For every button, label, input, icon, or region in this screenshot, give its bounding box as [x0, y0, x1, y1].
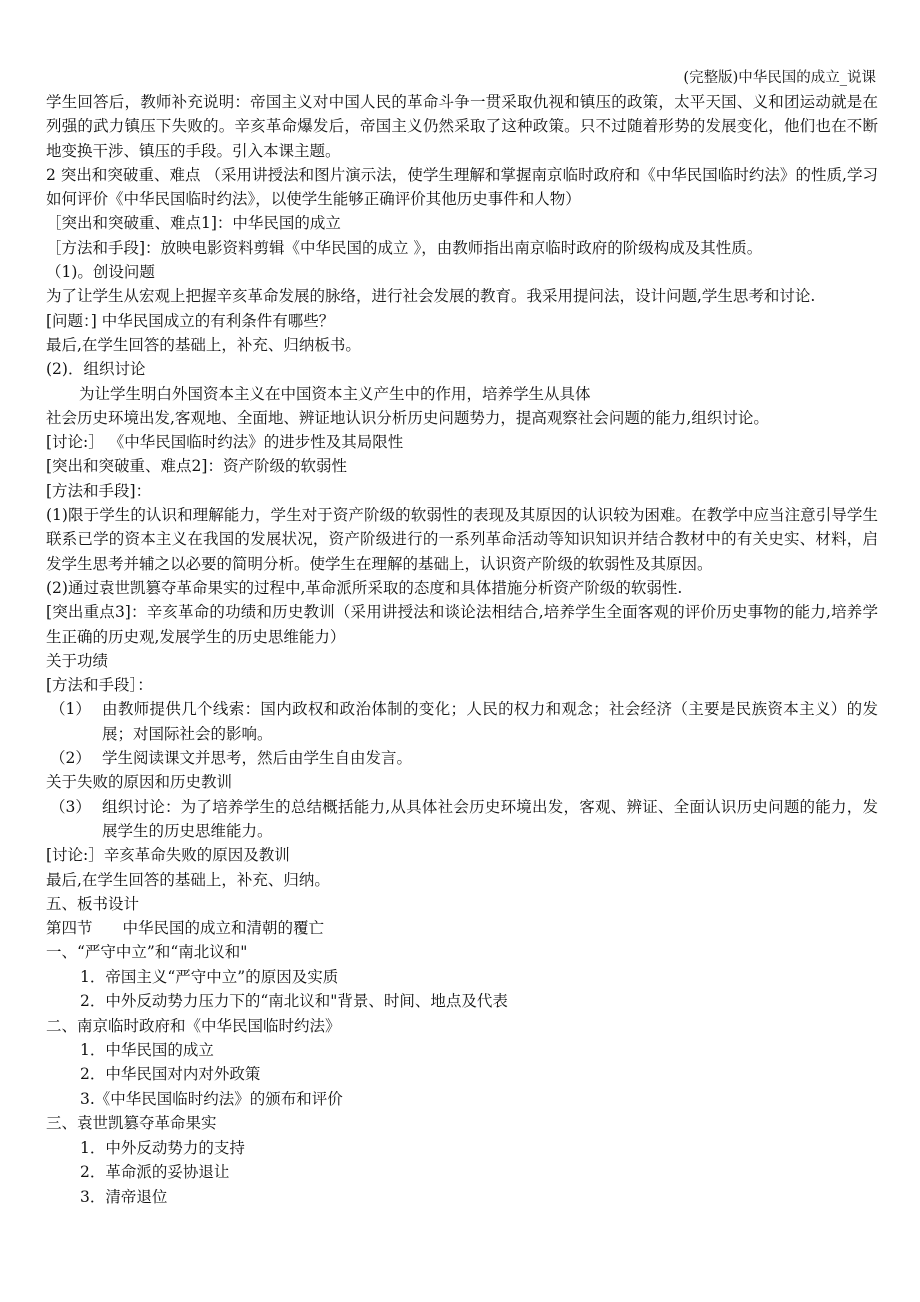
- paragraph: 为让学生明白外国资本主义在中国资本主义产生中的作用，培养学生从具体: [79, 384, 591, 403]
- paragraph: [讨论:］辛亥革命失败的原因及教训: [46, 846, 290, 865]
- outline-item: 2．革命派的妥协退让: [80, 1163, 230, 1182]
- paragraph: (1)限于学生的认识和理解能力，学生对于资产阶级的软弱性的表现及其原因的认识较为困难。在教学中应当注意引导学生联系已学的资本主义在我国的发展状况，资产阶级进行的一系列革命活动等知识知识并结合教材中的有关史实、材料，启发学生思考并辅之以必要的简明分析。使学生在理解的基础上，认识资产阶级的软弱性及其原因。: [46, 506, 878, 573]
- board-title: [46, 916, 878, 940]
- outline-item: 2．中华民国对内对外政策: [80, 1065, 261, 1084]
- paragraph: [讨论:］ 《中华民国临时约法》的进步性及其局限性: [46, 433, 404, 452]
- numbered-item: [46, 795, 878, 844]
- outline-item: 1．中外反动势力的支持: [80, 1138, 245, 1157]
- numbered-item: [46, 697, 878, 746]
- paragraph: [方法和手段]：: [46, 481, 152, 500]
- paragraph: [突出重点3]：辛亥革命的功绩和历史教训（采用讲授法和谈论法相结合,培养学生全面客观的评价历史事物的能力,培养学生正确的历史观,发展学生的历史思维能力）: [46, 603, 878, 646]
- paragraph: 最后,在学生回答的基础上，补充、归纳。: [46, 870, 330, 889]
- section-title: 中华民国的成立和清朝的覆亡: [122, 919, 325, 938]
- paragraph: [突出和突破重、难点2]：资产阶级的软弱性: [46, 457, 347, 476]
- outline-item: 1．帝国主义“严守中立”的原因及实质: [80, 967, 339, 986]
- outline-heading: 三、袁世凯篡夺革命果实: [46, 1114, 217, 1133]
- item-text: 学生阅读课文并思考，然后由学生自由发言。: [102, 749, 413, 768]
- outline-item: 1．中华民国的成立: [80, 1040, 214, 1059]
- item-text: 由教师提供几个线索：国内政权和政治体制的变化；人民的权力和观念；社会经济（主要是民族资本主义）的发展；对国际社会的影响。: [102, 700, 878, 743]
- paragraph: 最后,在学生回答的基础上，补充、归纳板书。: [46, 335, 361, 354]
- outline-heading: 二、南京临时政府和《中华民国临时约法》: [46, 1016, 341, 1035]
- paragraph: (2)通过袁世凯篡夺革命果实的过程中,革命派所采取的态度和具体措施分析资产阶级的软弱性.: [46, 578, 683, 597]
- section-heading: 五、板书设计: [46, 894, 140, 913]
- outline-item: 2．中外反动势力压力下的“南北议和"背景、时间、地点及代表: [80, 992, 508, 1011]
- paragraph: 社会历史环境出发,客观地、全面地、辨证地认识分析历史问题势力，提高观察社会问题的能力,组织讨论。: [46, 408, 769, 427]
- paragraph: 关于失败的原因和历史教训: [46, 773, 233, 792]
- outline-item: 3.《中华民国临时约法》的颁布和评价: [80, 1089, 343, 1108]
- paragraph: ［方法和手段]：放映电影资料剪辑《中华民国的成立 》，由教师指出南京临时政府的阶级构成及其性质。: [46, 238, 763, 257]
- section-number: 第四节: [46, 919, 93, 938]
- paragraph: 为了让学生从宏观上把握辛亥革命发展的脉络，进行社会发展的教育。我采用提问法，设计问题,学生思考和讨论.: [46, 287, 816, 306]
- paragraph: 学生回答后，教师补充说明：帝国主义对中国人民的革命斗争一贯采取仇视和镇压的政策，太平天国、义和团运动就是在列强的武力镇压下失败的。辛亥革命爆发后，帝国主义仍然采取了这种政策。只不过随着形势的发展变化，他们也在不断地变换干涉、镇压的手段。引入本课主题。: [46, 93, 878, 160]
- outline-heading: 一、“严守中立”和“南北议和": [46, 943, 248, 962]
- paragraph: 2 突出和突破重、难点 （采用讲授法和图片演示法，使学生理解和掌握南京临时政府和《中华民国临时约法》的性质,学习如何评价《中华民国临时约法》，以使学生能够正确评价其他历史事件和人物）: [46, 165, 878, 209]
- item-number: （3）: [50, 797, 91, 816]
- item-number: （2）: [50, 749, 91, 768]
- document-header-title: (完整版)中华民国的成立_说课: [683, 70, 876, 86]
- paragraph: [问题：] 中华民国成立的有利条件有哪些？: [46, 311, 335, 330]
- paragraph: ［突出和突破重、难点1]：中华民国的成立: [46, 214, 341, 233]
- item-number: （1）: [50, 700, 91, 719]
- numbered-item: [46, 746, 878, 770]
- document-body: [46, 90, 878, 1209]
- outline-item: 3．清帝退位: [80, 1187, 168, 1206]
- item-text: 组织讨论：为了培养学生的总结概括能力,从具体社会历史环境出发，客观、辨证、全面认识历史问题的能力，发展学生的历史思维能力。: [102, 797, 878, 840]
- paragraph: （1)。创设问题: [46, 263, 155, 282]
- paragraph: (2)．组织讨论: [46, 360, 146, 379]
- paragraph: [方法和手段］：: [46, 676, 153, 695]
- paragraph: 关于功绩: [46, 651, 109, 670]
